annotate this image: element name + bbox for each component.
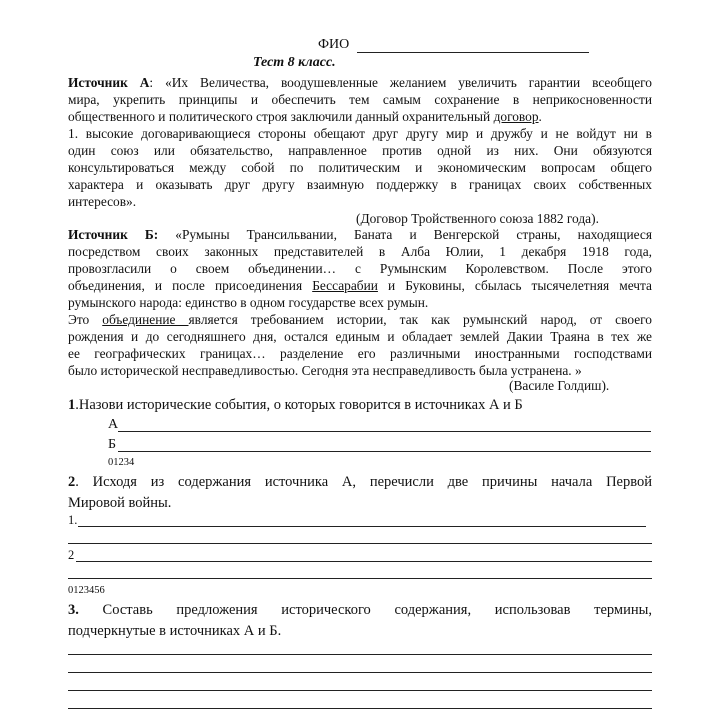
answer-b-line[interactable] bbox=[118, 451, 651, 452]
source-a-line: 1. высокие договаривающиеся стороны обещают друг другу мир и дружбу и не войдут ни в bbox=[68, 126, 652, 141]
source-a-citation: (Договор Тройственного союза 1882 года). bbox=[356, 211, 599, 226]
source-a-line: мира, укрепить принципы и обеспечить тем самым сохранение в неприкосновенности bbox=[68, 92, 652, 107]
source-b-line: провозгласили о своем объединении… с Румынским Королевством. После этого bbox=[68, 261, 652, 276]
question-3-number: 3. bbox=[68, 602, 79, 618]
source-b-line: ее географических границах… разделение его различными иностранными господствами bbox=[68, 346, 652, 361]
source-b-line: посредством своих законных представителей в Алба Юлии, 1 декабря 1918 года, bbox=[68, 244, 652, 259]
underlined-term-unification: объединение bbox=[102, 312, 189, 327]
source-b-line: Источник Б: «Румыны Трансильвании, Баната и Венгерской страны, находящиеся bbox=[68, 227, 652, 242]
underlined-term-treaty: договор bbox=[493, 109, 539, 124]
source-b-line: румынского народа: единство в одном государстве всех румын. bbox=[68, 295, 429, 310]
answer-b-label: Б bbox=[108, 437, 117, 452]
question-1-number: 1 bbox=[68, 397, 76, 413]
source-a-line: консультироваться между собой по политическим и экономическим вопросам общего bbox=[68, 160, 652, 175]
answer-line[interactable] bbox=[68, 672, 652, 673]
source-b-line: было исторической несправедливостью. Сегодня эта несправедливость была устранена. » bbox=[68, 363, 582, 378]
source-a-label: Источник А bbox=[68, 75, 150, 90]
question-1: 1.Назови исторические события, о которых говорится в источниках А и Б bbox=[68, 397, 523, 413]
source-a-line: Источник А: «Их Величества, воодушевленные желанием увеличить гарантии всеобщего bbox=[68, 75, 652, 90]
score-scale: 0123456 bbox=[68, 585, 105, 596]
source-b-line: объединения, и после присоединения Бессарабии и Буковины, сбылась тысячелетняя мечта bbox=[68, 278, 652, 293]
fio-label: ФИО bbox=[318, 37, 350, 52]
source-a-line: один союз или обязательство, направленное против одной из них. Они обязуются bbox=[68, 143, 652, 158]
question-2-number: 2 bbox=[68, 474, 76, 490]
score-scale: 01234 bbox=[108, 457, 135, 468]
source-a-line: общественного и политического строя заключили данный охранительный договор. bbox=[68, 109, 542, 124]
answer-1-label: 1. bbox=[68, 513, 78, 527]
source-b-citation: (Василе Голдиш). bbox=[509, 378, 610, 393]
source-a-line: интересов». bbox=[68, 194, 137, 209]
answer-line[interactable] bbox=[68, 708, 652, 709]
source-a-line: характера и оказывать друг другу взаимную поддержку в границах своих собственных bbox=[68, 177, 652, 192]
answer-1-line[interactable] bbox=[78, 526, 646, 527]
source-b-line: Это объединение является требованием истории, так как румынский народ, от своего bbox=[68, 312, 652, 327]
answer-2-label: 2 bbox=[68, 548, 75, 562]
answer-2-line[interactable] bbox=[76, 561, 652, 562]
source-b-line: рождения и до сегодняшнего дня, остался единым и обладает землей Дакии Траяна в тех же bbox=[68, 329, 652, 344]
test-title: Тест 8 класс. bbox=[253, 55, 336, 70]
question-2: 2. Исходя из содержания источника А, перечисли две причины начала Первой Мировой войны. bbox=[68, 474, 652, 511]
source-b-label: Источник Б: bbox=[68, 227, 159, 242]
fio-input-line[interactable] bbox=[357, 52, 589, 53]
answer-line[interactable] bbox=[68, 578, 652, 579]
answer-line[interactable] bbox=[68, 690, 652, 691]
question-3: 3. Составь предложения исторического содержания, использовав термины, подчеркнутые в источниках А и Б. bbox=[68, 602, 652, 639]
answer-line[interactable] bbox=[68, 543, 652, 544]
answer-a-line[interactable] bbox=[118, 431, 651, 432]
underlined-term-bessarabia: Бессарабии bbox=[312, 278, 378, 293]
source-b-block bbox=[68, 226, 652, 379]
answer-line[interactable] bbox=[68, 654, 652, 655]
source-a-block bbox=[68, 74, 652, 210]
answer-a-label: А bbox=[108, 417, 119, 432]
